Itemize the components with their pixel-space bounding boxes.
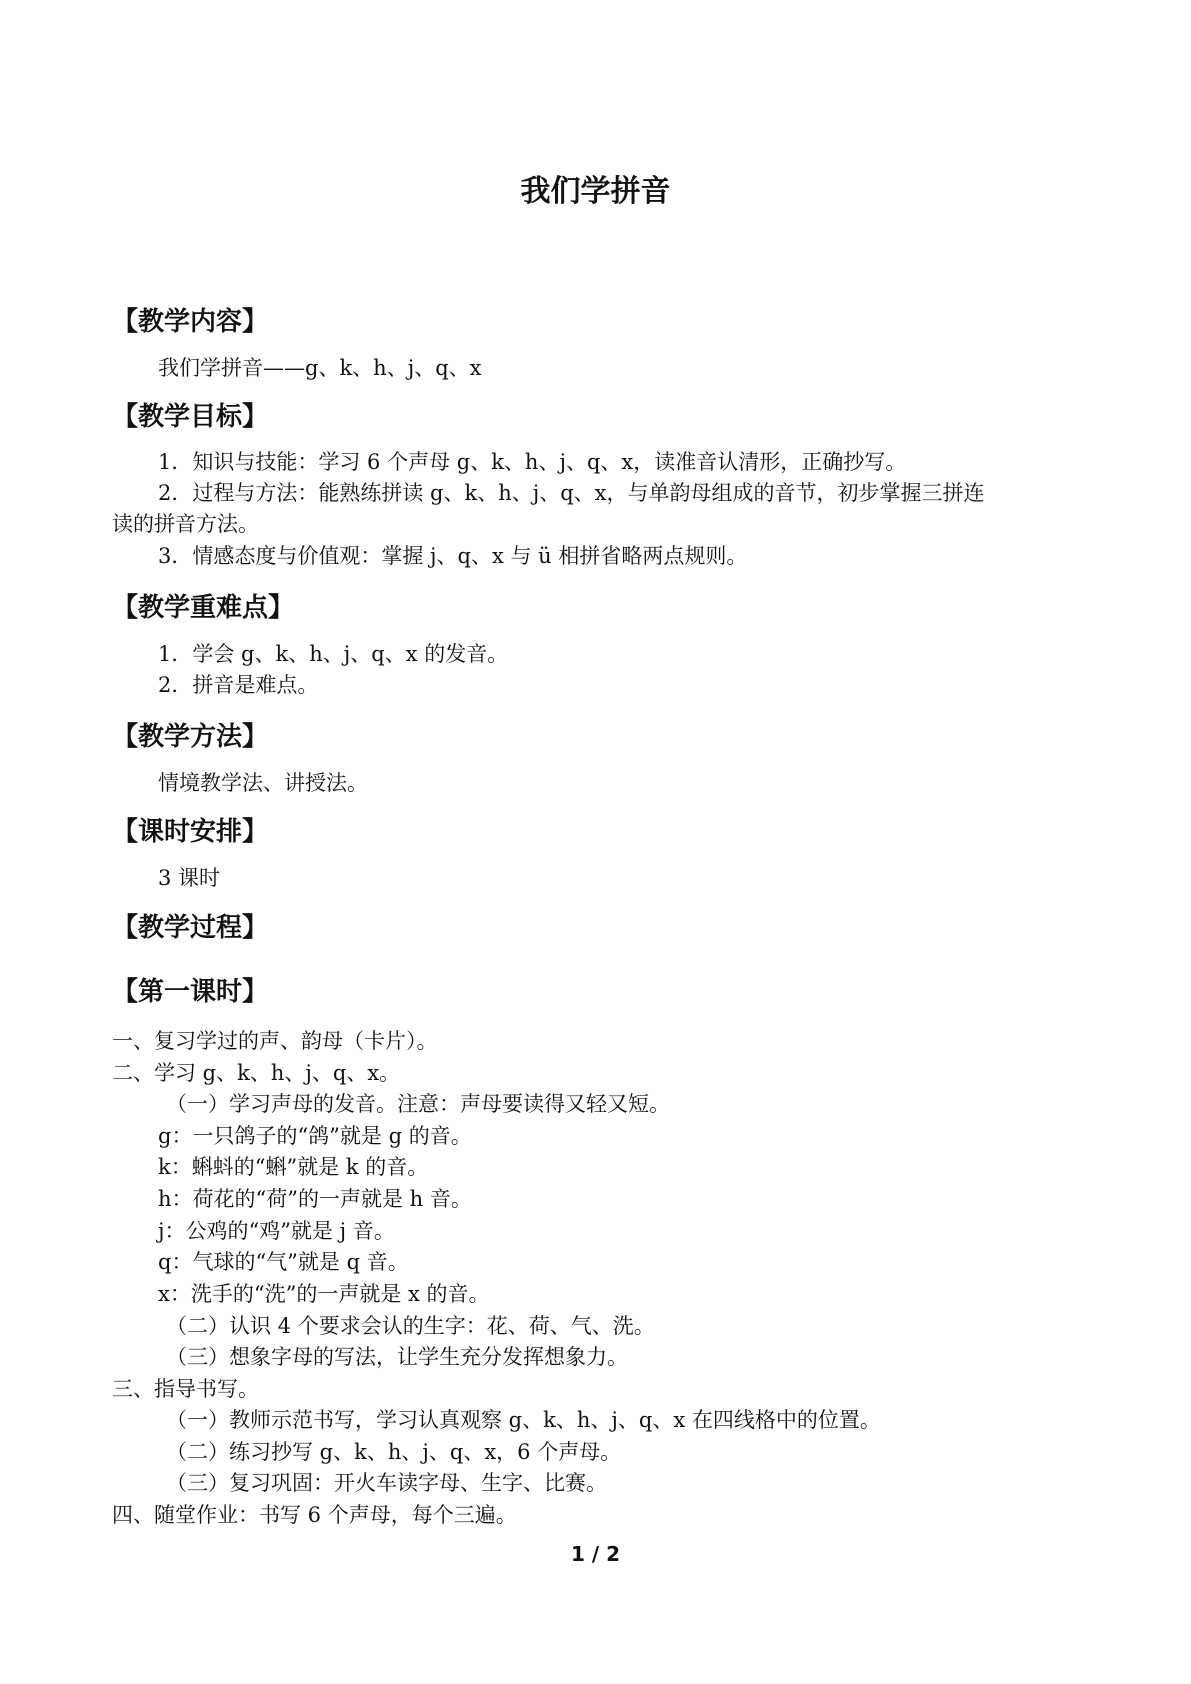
lesson-line: q：气球的“气”就是 q 音。 <box>158 1250 409 1274</box>
heading-teaching-methods: 【教学方法】 <box>112 722 269 752</box>
goal-item-3: 3．情感态度与价值观：掌握 j、q、x 与 ü 相拼省略两点规则。 <box>158 544 748 568</box>
heading-key-points: 【教学重难点】 <box>112 593 295 623</box>
page-number: 1 / 2 <box>570 1542 621 1566</box>
lesson-line: （二）练习抄写 g、k、h、j、q、x，6 个声母。 <box>166 1440 622 1464</box>
lesson-line: 四、随堂作业：书写 6 个声母，每个三遍。 <box>112 1503 517 1527</box>
heading-teaching-process: 【教学过程】 <box>112 913 269 943</box>
goal-item-2-cont: 读的拼音方法。 <box>112 512 259 536</box>
schedule-text: 3 课时 <box>158 866 221 890</box>
lesson-line: 二、学习 g、k、h、j、q、x。 <box>112 1061 401 1085</box>
lesson-line: k：蝌蚪的“蝌”就是 k 的音。 <box>158 1155 429 1179</box>
lesson-line: x：洗手的“洗”的一声就是 x 的音。 <box>158 1282 490 1306</box>
heading-teaching-goals: 【教学目标】 <box>112 402 269 432</box>
key-point-item-1: 1．学会 g、k、h、j、q、x 的发音。 <box>158 642 509 666</box>
heading-lesson-one: 【第一课时】 <box>112 977 269 1007</box>
document-title: 我们学拼音 <box>520 174 671 209</box>
teaching-methods-text: 情境教学法、讲授法。 <box>158 771 368 795</box>
goal-item-1: 1．知识与技能：学习 6 个声母 g、k、h、j、q、x，读准音认清形，正确抄写。 <box>158 450 907 474</box>
lesson-line: g：一只鸽子的“鸽”就是 g 的音。 <box>158 1124 472 1148</box>
heading-schedule: 【课时安排】 <box>112 817 269 847</box>
lesson-line: j：公鸡的“鸡”就是 j 音。 <box>158 1219 395 1243</box>
lesson-line: （三）复习巩固：开火车读字母、生字、比赛。 <box>166 1471 607 1495</box>
key-point-item-2: 2．拼音是难点。 <box>158 673 319 697</box>
lesson-line: h：荷花的“荷”的一声就是 h 音。 <box>158 1187 472 1211</box>
goal-item-2: 2．过程与方法：能熟练拼读 g、k、h、j、q、x，与单韵母组成的音节，初步掌握三拼连 <box>158 481 985 505</box>
lesson-line: 一、复习学过的声、韵母（卡片）。 <box>112 1029 438 1053</box>
heading-teaching-content: 【教学内容】 <box>112 307 269 337</box>
lesson-line: （二）认识 4 个要求会认的生字：花、荷、气、洗。 <box>166 1314 655 1338</box>
lesson-line: （三）想象字母的写法，让学生充分发挥想象力。 <box>166 1345 628 1369</box>
lesson-line: （一）学习声母的发音。注意：声母要读得又轻又短。 <box>166 1092 670 1116</box>
lesson-line: 三、指导书写。 <box>112 1377 259 1401</box>
lesson-line: （一）教师示范书写，学习认真观察 g、k、h、j、q、x 在四线格中的位置。 <box>166 1408 881 1432</box>
teaching-content-text: 我们学拼音——g、k、h、j、q、x <box>158 356 482 380</box>
